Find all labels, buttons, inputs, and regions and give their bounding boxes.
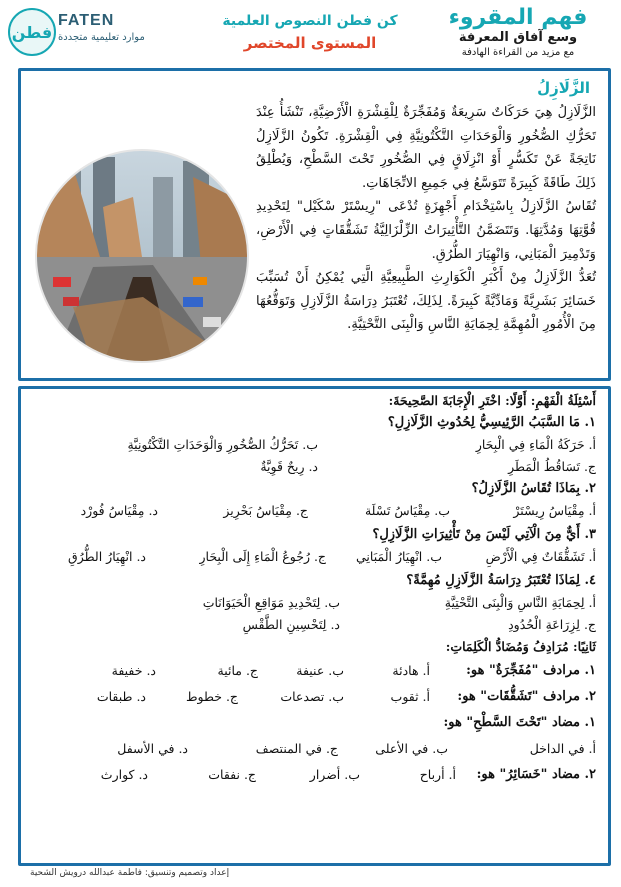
brand-title: فهم المقروء (448, 5, 588, 30)
question-1: ١. مَا السَّبَبُ الرَّئِيسِيُّ لِحُدُوثِ الزَّلَازِلِ؟ (387, 415, 596, 430)
s2-option-c[interactable]: ج. خطوط (185, 689, 238, 704)
q4-option-d[interactable]: د. لِتَحْسِينِ الطَّقْسِ (242, 617, 340, 632)
logo-text (58, 12, 145, 43)
s4-option-b[interactable]: ب. أضرار (309, 767, 360, 782)
passage-paragraph-1: الزَّلَازِلُ هِيَ حَرَكَاتٌ سَرِيعَةٌ وَمُفَجِّرَةٌ لِلْقِشْرَةِ الْأَرْضِيَّةِ، تَنْشَأُ عِنْدَ تَحَرُّكِ الصُّخُورِ وَالْوَحَدَاتِ التَّكْتُونِيَّةِ فِي الْقِشْرَةِ. تَكُونُ الزَّلَازِلُ نَاتِجَةً عَنْ تَكَسُّرٍ أَوْ انْزِلَاقٍ فِي الصُّخُورِ تَحْتَ السَّطْحِ، وَيُطْلِقُ ذَلِكَ طَاقَةً كَبِيرَةً تَتَوَسَّعُ فِي جَمِيعِ الاتِّجَاهَاتِ. (256, 105, 596, 191)
section-vocabulary: ثَانِيًا: مُرَادِفُ وَمُضَادُّ الْكَلِمَاتِ: (445, 639, 596, 654)
s2-option-b[interactable]: ب. تصدعات (280, 689, 344, 704)
passage-text (30, 101, 596, 395)
logo-ar: موارد تعليمية متجددة (58, 32, 145, 43)
passage-title: الزَّلَازِلُ (537, 79, 590, 97)
q2-option-a[interactable]: أ. مِقْيَاسُ رِيسْتَرْ (513, 503, 596, 518)
s3-option-b[interactable]: ب. في الأعلى (375, 741, 448, 756)
question-3: ٣. أَيٌّ مِنَ الْآتِي لَيْسَ مِنْ تَأْثِيرَاتِ الزَّلَازِلِ؟ (372, 527, 596, 542)
passage-paragraph-3: تُعَدُّ الزَّلَازِلُ مِنْ أَكْبَرِ الْكَوَارِثِ الطَّبِيعِيَّةِ الَّتِي يُمْكِنُ أَنْ تُسَبِّبَ خَسَائِرَ بَشَرِيَّةً وَمَادِّيَّةً كَبِيرَةً. لِذَلِكَ، تُعْتَبَرُ دِرَاسَةُ الزَّلَازِلِ وَتَوَقُّعُهَا مِنَ الْأُمُورِ الْمُهِمَّةِ لِحِمَايَةِ النَّاسِ وَالْبِنَى التَّحْتِيَّةِ. (256, 270, 596, 333)
s3-option-d[interactable]: د. في الأسفل (117, 741, 188, 756)
q3-option-a[interactable]: أ. تَشَقُّقَاتٌ فِي الْأَرْضِ (485, 549, 596, 564)
synonym-2: ٢. مرادف "تَشَقُّقَات" هو: (457, 689, 596, 704)
s1-option-a[interactable]: أ. هادئة (392, 663, 430, 678)
q3-option-c[interactable]: ج. رُجُوعُ الْمَاءِ إِلَى الْبِحَارِ (199, 549, 326, 564)
brand-tagline: مع مزيد من القراءة الهادفة (461, 47, 575, 58)
questions-box (18, 386, 611, 866)
q3-option-d[interactable]: د. انْهِيَارُ الطُّرُقِ (68, 549, 146, 564)
s1-option-d[interactable]: د. خفيفة (111, 663, 156, 678)
q2-option-d[interactable]: د. مِقْيَاسُ فُورْد (80, 503, 158, 518)
q1-option-d[interactable]: د. رِيحٌ قَوِيَّةٌ (260, 459, 318, 474)
logo-badge-icon: فطن (8, 8, 56, 56)
credits-footer: إعداد وتصميم وتنسيق: فاطمة عبدالله درويش الشحية (30, 868, 230, 878)
s1-option-c[interactable]: ج. مائية (217, 663, 258, 678)
synonym-1: ١. مرادف "مُفَجِّرَةٌ" هو: (466, 663, 596, 678)
series-title: كن فطن النصوص العلمية (222, 13, 398, 29)
q3-option-b[interactable]: ب. انْهِيَارُ الْمَبَانِي (355, 549, 442, 564)
section-comprehension: أَسْئِلَةُ الْفَهْمِ: أَوَّلًا: اخْتَرِ الْإِجَابَةَ الصَّحِيحَةَ: (388, 393, 596, 408)
q1-option-c[interactable]: ج. تَسَاقُطُ الْمَطَرِ (508, 459, 596, 474)
question-4: ٤. لِمَاذَا تُعْتَبَرُ دِرَاسَةُ الزَّلَازِلِ مُهِمَّةً؟ (406, 573, 596, 588)
antonym-2: ٢. مضاد "خَسَائِرُ" هو: (476, 767, 596, 782)
passage-box (18, 68, 611, 381)
q2-option-c[interactable]: ج. مِقْيَاسُ بَحْرِيز (223, 503, 308, 518)
s4-option-c[interactable]: ج. نفقات (208, 767, 256, 782)
s1-option-b[interactable]: ب. عنيفة (296, 663, 344, 678)
brand-subtitle: وسع آفاق المعرفة (458, 30, 578, 45)
s4-option-d[interactable]: د. كوارث (100, 767, 148, 782)
question-2: ٢. بِمَاذَا تُقَاسُ الزَّلَازِلُ؟ (471, 481, 596, 496)
q4-option-a[interactable]: أ. لِحِمَايَةِ النَّاسِ وَالْبِنَى التَّحْتِيَّةِ (444, 595, 596, 610)
brand-block (423, 6, 613, 60)
passage-paragraph-2: تُقَاسُ الزَّلَازِلُ بِاسْتِخْدَامِ أَجْهِزَةٍ تُدْعَى "رِيسْتَرْ سْكَيْل" لِتَحْدِيدِ قُوَّتِهَا وَمُدَّتِهَا. وَتَتَضَمَّنُ التَّأْثِيرَاتُ الزِّلْزَالِيَّةُ تَشَقُّقَاتٍ فِي الْأَرْضِ، وَتَدْمِيرَ الْمَبَانِي، وَانْهِيَارَ الطُّرُقِ. (256, 199, 596, 262)
s3-option-c[interactable]: ج. في المنتصف (255, 741, 338, 756)
logo-en: FATEN (58, 12, 115, 29)
q2-option-b[interactable]: ب. مِقْيَاسُ تَسْلَة (364, 503, 450, 518)
q1-option-a[interactable]: أ. حَرَكَةُ الْمَاءِ فِي الْبِحَارِ (475, 437, 596, 452)
s2-option-d[interactable]: د. طبقات (96, 689, 146, 704)
q1-option-b[interactable]: ب. تَحَرُّكُ الصُّخُورِ وَالْوَحَدَاتِ التَّكْتُونِيَّةِ (127, 437, 318, 452)
series-block (220, 10, 400, 54)
q4-option-b[interactable]: ب. لِتَحْدِيدِ مَوَاقِعِ الْحَيَوَانَاتِ (202, 595, 340, 610)
q4-option-c[interactable]: ج. لِزِرَاعَةِ الْحُدُودِ (508, 617, 596, 632)
level-title: المستوى المختصر (243, 34, 377, 52)
antonym-1: ١. مضاد "تَحْتَ السَّطْحِ" هو: (443, 715, 596, 730)
s3-option-a[interactable]: أ. في الداخل (529, 741, 596, 756)
page-header (0, 0, 621, 66)
faten-logo (8, 8, 158, 62)
s4-option-a[interactable]: أ. أرباح (419, 767, 456, 782)
s2-option-a[interactable]: أ. ثقوب (390, 689, 430, 704)
